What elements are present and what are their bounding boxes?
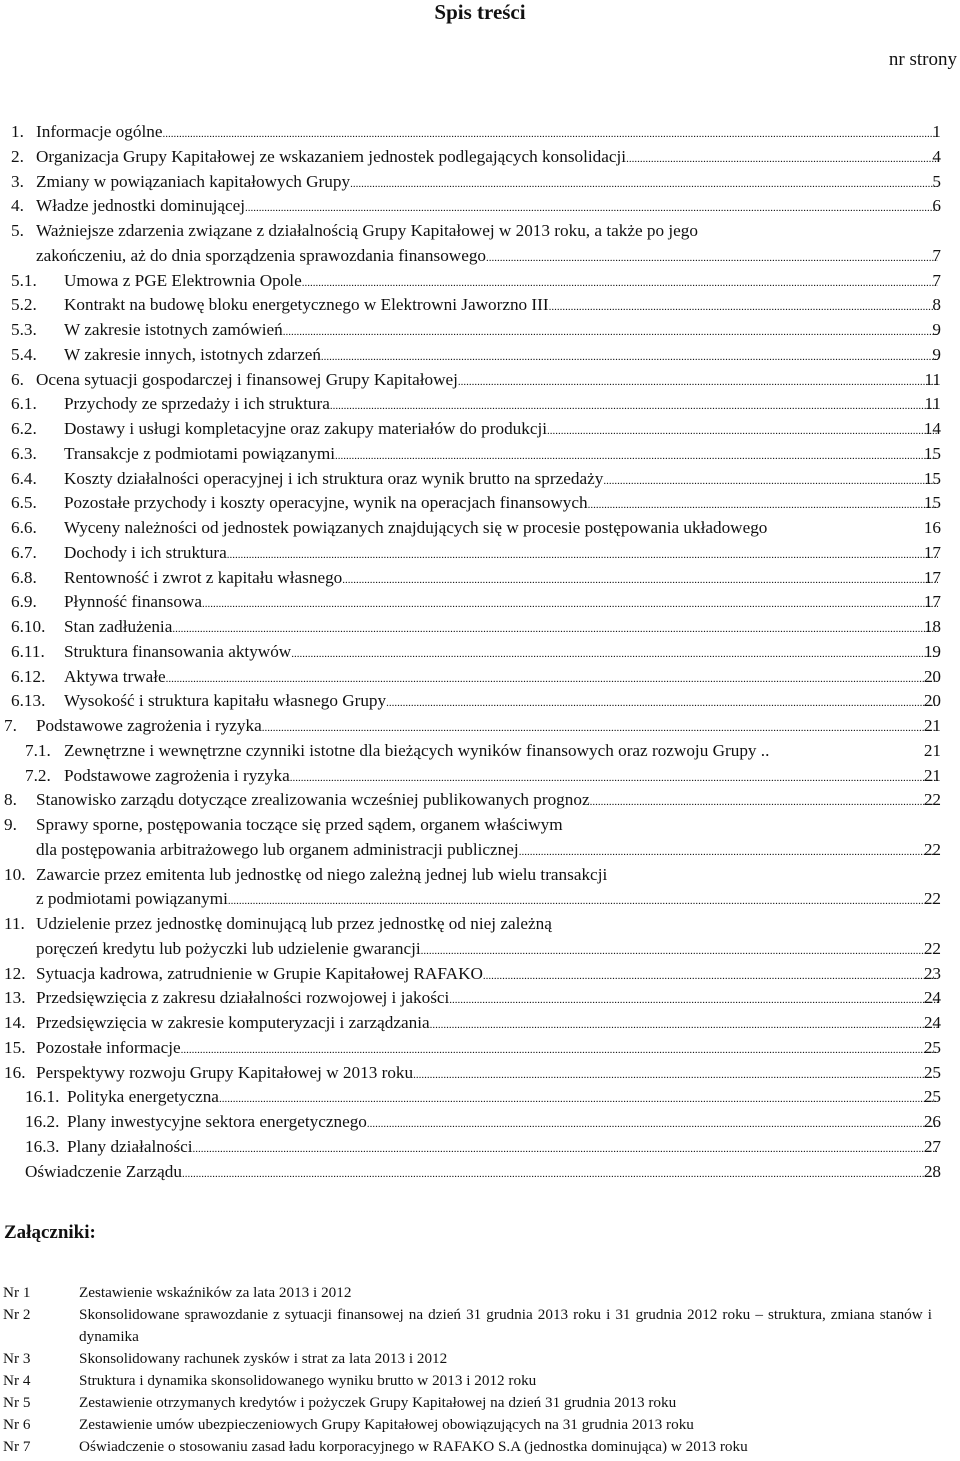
attachments-heading: Załączniki: <box>4 1222 96 1243</box>
toc-entry-title: Pozostałe przychody i koszty operacyjne, wynik na operacjach finansowych <box>64 493 588 513</box>
dot-leader <box>590 790 938 815</box>
toc-entry[interactable] <box>0 1110 960 1135</box>
toc-entry[interactable] <box>0 640 960 665</box>
toc-entry-number: 6.8. <box>11 567 37 587</box>
toc-entry-title: Płynność finansowa <box>64 592 202 612</box>
toc-entry-title: Koszty działalności operacyjnej i ich struktura oraz wynik brutto na sprzedaży <box>64 468 604 488</box>
dot-leader <box>228 889 938 914</box>
dot-leader <box>603 469 938 494</box>
toc-entry-title: Podstawowe zagrożenia i ryzyka <box>36 716 262 735</box>
dot-leader <box>283 320 938 345</box>
toc-entry-page: 22 <box>923 790 941 810</box>
toc-entry-number: 5.1. <box>11 270 37 290</box>
toc-entry-page: 14 <box>923 419 941 438</box>
toc-entry-page: 17 <box>923 567 941 587</box>
toc-entry-page: 17 <box>923 592 941 612</box>
toc-entry-title: z podmiotami powiązanymi <box>36 889 228 909</box>
toc-entry-number: 11. <box>4 914 25 933</box>
dot-leader <box>483 964 938 989</box>
toc-entry-page: 17 <box>923 542 941 562</box>
toc-entry[interactable] <box>0 1085 960 1110</box>
toc-entry[interactable] <box>0 937 960 962</box>
toc-entry-page: 7 <box>932 245 941 265</box>
toc-entry-title: poręczeń kredytu lub pożyczki lub udzielenie gwarancji <box>36 938 421 958</box>
attachment-item[interactable] <box>0 1370 960 1392</box>
toc-entry-page: 15 <box>923 468 941 488</box>
toc-entry-page: 26 <box>923 1112 941 1131</box>
toc-entry-title: Stanowisko zarządu dotyczące zrealizowania wcześniej publikowanych prognoz <box>36 790 590 810</box>
toc-entry-title: Władze jednostki dominującej <box>36 196 246 216</box>
dot-leader <box>302 271 938 296</box>
toc-entry[interactable] <box>0 813 960 838</box>
dot-leader <box>335 444 938 469</box>
toc-entry-title: Podstawowe zagrożenia i ryzyka <box>64 765 290 785</box>
dot-leader <box>350 172 938 197</box>
dot-leader <box>290 766 938 791</box>
toc-entry-page: 20 <box>923 666 941 686</box>
dot-leader <box>421 939 938 964</box>
toc-entry[interactable] <box>0 962 960 987</box>
toc-entry[interactable] <box>0 615 960 640</box>
toc-entry-page: 21 <box>923 765 941 785</box>
toc-entry-number: 8. <box>4 790 17 810</box>
toc-entry-number: 6.5. <box>11 493 37 513</box>
toc-entry-number: 6.7. <box>11 542 37 562</box>
toc-entry-title: Wysokość i struktura kapitału własnego Grupy <box>64 691 387 711</box>
page-number-column-label: nr strony <box>888 49 957 70</box>
toc-entry[interactable] <box>0 986 960 1011</box>
toc-entry[interactable] <box>0 219 960 244</box>
attachment-description: Zestawienie wskaźników za lata 2013 i 2012 <box>79 1284 352 1301</box>
toc-entry-page: 27 <box>923 1136 941 1156</box>
toc-entry-page: 22 <box>923 889 941 909</box>
toc-entry-title: Pozostałe informacje <box>36 1037 181 1057</box>
toc-entry[interactable] <box>0 689 960 714</box>
toc-entry[interactable] <box>0 1135 960 1160</box>
toc-entry-number: 3. <box>11 171 24 191</box>
toc-entry-number: 16.1. <box>25 1087 60 1107</box>
attachment-number: Nr 6 <box>3 1416 31 1433</box>
toc-entry-page: 24 <box>923 1013 941 1032</box>
toc-entry-number: 6.6. <box>11 518 37 537</box>
toc-entry-number: 16.3. <box>25 1136 60 1156</box>
toc-entry-title: Informacje ogólne <box>36 122 163 141</box>
toc-entry-number: 6.9. <box>11 592 37 612</box>
toc-entry-title: Umowa z PGE Elektrownia Opole <box>64 270 302 290</box>
toc-entry[interactable] <box>0 764 960 789</box>
toc-entry-number: 6.1. <box>11 394 37 414</box>
attachment-item[interactable] <box>0 1392 960 1414</box>
toc-entry-title: Kontrakt na budowę bloku energetycznego w Elektrowni Jaworzno III <box>64 295 549 315</box>
toc-entry[interactable] <box>0 1160 960 1185</box>
toc-entry[interactable] <box>0 590 960 615</box>
dot-leader <box>486 246 938 271</box>
toc-entry-page: 11 <box>924 394 941 414</box>
toc-entry-number: 16. <box>4 1062 26 1082</box>
toc-entry-title: Organizacja Grupy Kapitałowej ze wskazaniem jednostek podlegających konsolidacji <box>36 146 627 166</box>
toc-entry[interactable] <box>0 269 960 294</box>
page-title: Spis treści <box>434 0 526 24</box>
toc-entry-title: Przychody ze sprzedaży i ich struktura <box>64 394 330 414</box>
attachment-number: Nr 1 <box>3 1284 31 1301</box>
attachment-item[interactable] <box>0 1348 960 1370</box>
toc-entry[interactable] <box>0 392 960 417</box>
toc-entry-number: 4. <box>11 196 24 216</box>
toc-entry-page: 22 <box>923 938 941 958</box>
toc-entry[interactable] <box>0 1036 960 1061</box>
dot-leader <box>172 617 938 642</box>
toc-entry-number: 6.10. <box>11 617 46 636</box>
table-of-contents <box>0 120 960 1184</box>
attachment-item[interactable] <box>0 1304 960 1348</box>
toc-entry-number: 6. <box>11 369 24 389</box>
toc-entry[interactable] <box>0 194 960 219</box>
dot-leader <box>626 147 938 172</box>
dot-leader <box>182 1162 938 1187</box>
toc-entry[interactable] <box>0 293 960 318</box>
toc-entry-page: 9 <box>932 344 941 364</box>
toc-entry[interactable] <box>0 318 960 343</box>
toc-entry-title: Rentowność i zwrot z kapitału własnego <box>64 567 343 587</box>
toc-entry-title: Zewnętrzne i wewnętrzne czynniki istotne dla bieżących wyników finansowych oraz rozwoju Grupy .. <box>64 740 770 760</box>
dot-leader <box>193 1137 938 1162</box>
toc-entry[interactable] <box>0 1011 960 1036</box>
toc-entry-title: Perspektywy rozwoju Grupy Kapitałowej w 2013 roku <box>36 1062 414 1082</box>
toc-entry-number: 13. <box>4 988 26 1008</box>
toc-entry-number: 6.2. <box>11 419 37 438</box>
toc-entry-number: 6.4. <box>11 468 37 488</box>
toc-entry-number: 12. <box>4 963 26 983</box>
toc-entry-page: 21 <box>923 740 941 760</box>
attachment-item[interactable] <box>0 1282 960 1304</box>
toc-entry-title: Ważniejsze zdarzenia związane z działalnością Grupy Kapitałowej w 2013 roku, a także po jego <box>36 221 698 240</box>
toc-entry-page: 22 <box>923 839 941 859</box>
toc-entry-page: 16 <box>923 518 941 537</box>
toc-entry-title: Ocena sytuacji gospodarczej i finansowej Grupy Kapitałowej <box>36 369 458 389</box>
toc-entry[interactable] <box>0 838 960 863</box>
toc-entry[interactable] <box>0 343 960 368</box>
dot-leader <box>330 394 938 419</box>
toc-entry-title: Aktywa trwałe <box>64 666 166 686</box>
attachment-number: Nr 2 <box>3 1306 31 1323</box>
toc-entry-number: 14. <box>4 1013 26 1032</box>
toc-entry-page: 25 <box>923 1062 941 1082</box>
toc-entry[interactable] <box>0 665 960 690</box>
toc-entry-number: 10. <box>4 864 26 884</box>
toc-entry[interactable] <box>0 145 960 170</box>
dot-leader <box>386 691 938 716</box>
dot-leader <box>262 716 938 741</box>
toc-entry[interactable] <box>0 467 960 492</box>
toc-entry-title: W zakresie innych, istotnych zdarzeń <box>64 344 321 364</box>
toc-entry[interactable] <box>0 739 960 764</box>
toc-entry-page: 23 <box>923 963 941 983</box>
toc-entry-title: Sytuacja kadrowa, zatrudnienie w Grupie Kapitałowej RAFAKO <box>36 963 483 983</box>
toc-entry-page: 4 <box>932 146 941 166</box>
attachment-description: Skonsolidowany rachunek zysków i strat za lata 2013 i 2012 <box>79 1350 448 1367</box>
toc-entry[interactable] <box>0 170 960 195</box>
toc-entry-number: 9. <box>4 815 17 834</box>
toc-entry-title: zakończeniu, aż do dnia sporządzenia sprawozdania finansowego <box>36 245 487 265</box>
attachment-number: Nr 7 <box>3 1438 31 1455</box>
dot-leader <box>166 667 938 692</box>
dot-leader <box>588 493 938 518</box>
toc-entry-page: 21 <box>923 716 941 735</box>
toc-entry-title: Udzielenie przez jednostkę dominującą lub przez jednostkę od niej zależną <box>36 914 552 933</box>
toc-entry-number: 7. <box>4 716 17 735</box>
dot-leader <box>413 1063 938 1088</box>
attachment-description: Zestawienie otrzymanych kredytów i pożyczek Grupy Kapitałowej na dzień 31 grudnia 2013 roku <box>79 1394 677 1411</box>
toc-entry[interactable] <box>0 788 960 813</box>
toc-entry-page: 8 <box>932 295 941 315</box>
toc-entry-title: Zmiany w powiązaniach kapitałowych Grupy <box>36 171 351 191</box>
toc-entry-title: Polityka energetyczna <box>67 1087 219 1107</box>
toc-entry-page: 19 <box>923 641 941 661</box>
toc-entry-title: Przedsięwzięcia z zakresu działalności rozwojowej i jakości <box>36 988 450 1008</box>
attachment-description: Oświadczenie o stosowaniu zasad ładu korporacyjnego w RAFAKO S.A (jednostka dominująca) w 2013 roku <box>79 1438 748 1455</box>
toc-entry[interactable] <box>0 1061 960 1086</box>
toc-entry-number: 5.3. <box>11 320 37 339</box>
toc-entry-title: W zakresie istotnych zamówień <box>64 320 283 339</box>
toc-entry-page: 7 <box>932 270 941 290</box>
attachment-item[interactable] <box>0 1414 960 1436</box>
toc-entry-title: Transakcje z podmiotami powiązanymi <box>64 443 335 463</box>
toc-entry-title: dla postępowania arbitrażowego lub organem administracji publicznej <box>36 839 519 859</box>
toc-entry-title: Oświadczenie Zarządu <box>25 1161 182 1181</box>
dot-leader <box>219 1087 938 1112</box>
toc-entry-page: 5 <box>932 171 941 191</box>
toc-entry-title: Sprawy sporne, postępowania toczące się przed sądem, organem właściwym <box>36 815 563 834</box>
toc-entry-number: 16.2. <box>25 1112 60 1131</box>
toc-entry-page: 25 <box>923 1087 941 1107</box>
toc-entry-number: 6.13. <box>11 691 46 711</box>
attachment-number: Nr 3 <box>3 1350 31 1367</box>
toc-entry[interactable] <box>0 566 960 591</box>
toc-entry-title: Plany inwestycyjne sektora energetycznego <box>67 1112 367 1131</box>
toc-entry-number: 1. <box>11 122 24 141</box>
dot-leader <box>549 295 938 320</box>
attachment-item[interactable] <box>0 1436 960 1458</box>
attachment-description: Struktura i dynamika skonsolidowanego wyniku brutto w 2013 i 2012 roku <box>79 1372 537 1389</box>
dot-leader <box>342 568 938 593</box>
dot-leader <box>291 642 938 667</box>
dot-leader <box>547 419 938 444</box>
attachment-number: Nr 4 <box>3 1372 31 1389</box>
toc-entry-page: 25 <box>923 1037 941 1057</box>
toc-entry-number: 6.11. <box>11 641 45 661</box>
toc-entry-page: 1 <box>932 122 941 141</box>
toc-entry-number: 15. <box>4 1037 26 1057</box>
toc-entry-number: 5.2. <box>11 295 37 315</box>
toc-entry[interactable] <box>0 912 960 937</box>
toc-entry-page: 24 <box>923 988 941 1008</box>
dot-leader <box>245 196 938 221</box>
toc-entry-title: Plany działalności <box>67 1136 193 1156</box>
toc-entry[interactable] <box>0 541 960 566</box>
dot-leader <box>519 840 938 865</box>
dot-leader <box>458 370 938 395</box>
dot-leader <box>181 1038 938 1063</box>
toc-entry[interactable] <box>0 516 960 541</box>
toc-entry-page: 11 <box>924 369 941 389</box>
attachments-list <box>0 1282 960 1458</box>
dot-leader <box>449 988 938 1013</box>
dot-leader <box>430 1013 938 1038</box>
toc-entry[interactable] <box>0 714 960 739</box>
dot-leader <box>162 122 938 147</box>
toc-entry-title: Dostawy i usługi kompletacyjne oraz zakupy materiałów do produkcji <box>64 419 548 438</box>
dot-leader <box>227 543 938 568</box>
toc-entry[interactable] <box>0 887 960 912</box>
toc-entry-title: Przedsięwzięcia w zakresie komputeryzacji i zarządzania <box>36 1013 430 1032</box>
toc-entry-page: 28 <box>923 1161 941 1181</box>
toc-entry[interactable] <box>0 491 960 516</box>
toc-entry[interactable] <box>0 120 960 145</box>
attachment-description: Zestawienie umów ubezpieczeniowych Grupy Kapitałowej obowiązujących na 31 grudnia 2013 roku <box>79 1416 694 1433</box>
toc-entry-title: Stan zadłużenia <box>64 617 173 636</box>
dot-leader <box>202 592 938 617</box>
toc-entry-number: 7.1. <box>25 740 51 760</box>
dot-leader <box>321 345 938 370</box>
toc-entry-number: 6.3. <box>11 443 37 463</box>
attachment-description: Skonsolidowane sprawozdanie z sytuacji finansowej na dzień 31 grudnia 2013 roku i 31 grudnia 2012 roku – struktura, zmiana stanów i dynamika <box>79 1306 932 1345</box>
toc-entry-title: Dochody i ich struktura <box>64 542 227 562</box>
toc-entry-number: 7.2. <box>25 765 51 785</box>
toc-entry[interactable] <box>0 244 960 269</box>
toc-entry-number: 6.12. <box>11 666 46 686</box>
toc-entry-title: Zawarcie przez emitenta lub jednostkę od niego zależną jednej lub wielu transakcji <box>36 864 608 884</box>
toc-entry[interactable] <box>0 863 960 888</box>
toc-entry-number: 2. <box>11 146 24 166</box>
toc-entry-title: Wyceny należności od jednostek powiązanych znajdujących się w procesie postępowania układowego <box>64 518 768 537</box>
toc-entry-number: 5. <box>11 221 24 240</box>
toc-entry[interactable] <box>0 368 960 393</box>
toc-entry-page: 15 <box>923 443 941 463</box>
toc-entry-page: 18 <box>923 617 941 636</box>
toc-entry-page: 6 <box>932 196 941 216</box>
attachment-number: Nr 5 <box>3 1394 31 1411</box>
toc-entry-title: Struktura finansowania aktywów <box>64 641 292 661</box>
toc-entry-page: 9 <box>932 320 941 339</box>
toc-entry-number: 5.4. <box>11 344 37 364</box>
toc-entry-page: 20 <box>923 691 941 711</box>
toc-entry-page: 15 <box>923 493 941 513</box>
toc-entry[interactable] <box>0 442 960 467</box>
dot-leader <box>367 1112 938 1137</box>
toc-entry[interactable] <box>0 417 960 442</box>
